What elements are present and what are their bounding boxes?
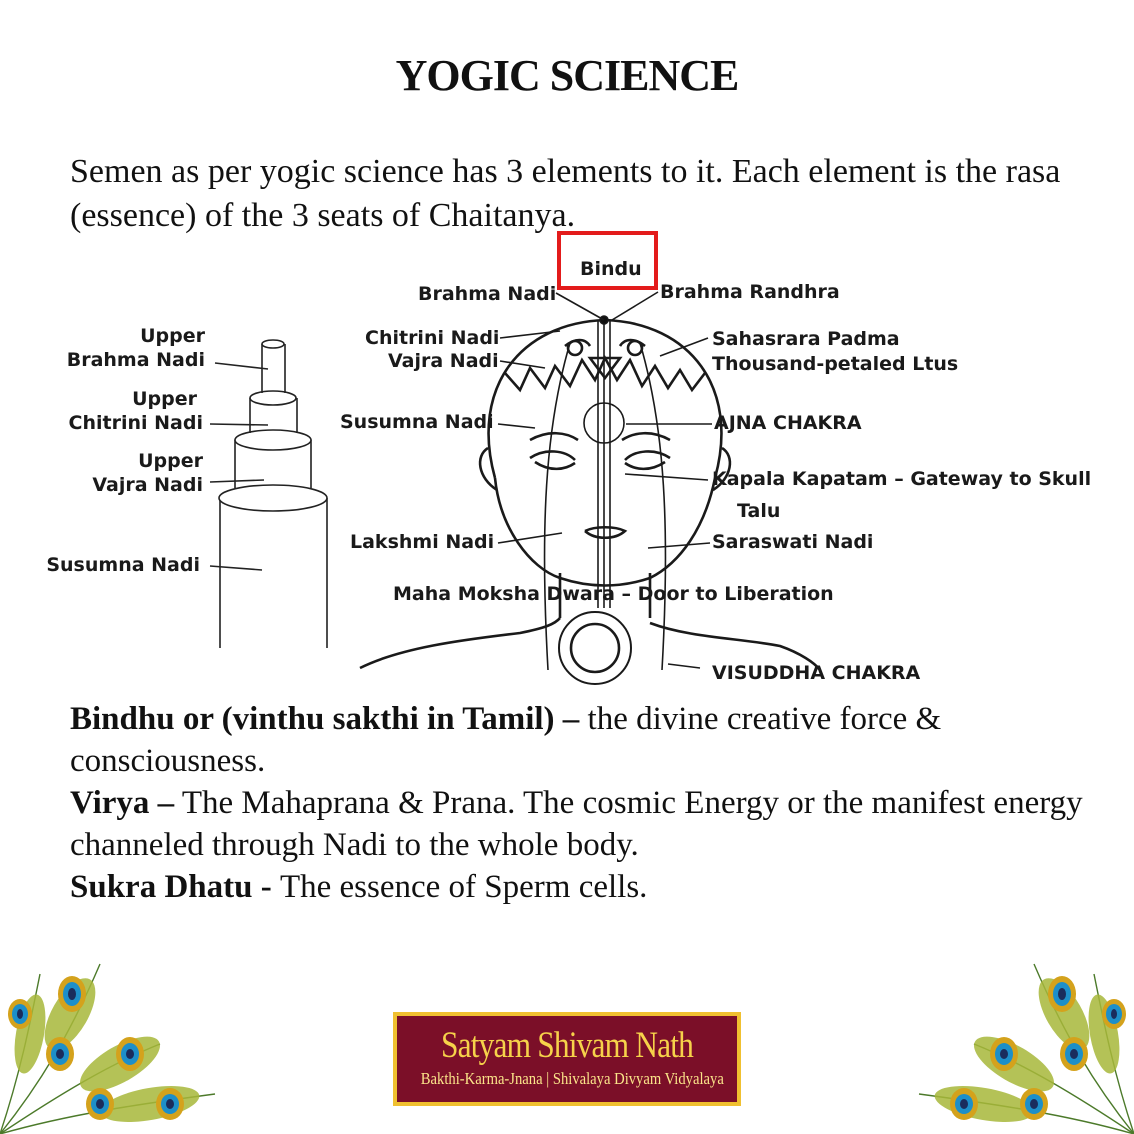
label-sahasrara-1: Sahasrara Padma [712,328,900,350]
label-brahma-randhra: Brahma Randhra [660,281,840,303]
label-sahasrara-2: Thousand-petaled Ltus [712,353,959,375]
intro-paragraph: Semen as per yogic science has 3 elements to it. Each element is the rasa (essence) of the 3 seats of Chaitanya. [70,153,1061,234]
label-upper-brahma-1: Upper [140,325,205,347]
label-upper-vajra-1: Upper [138,450,203,472]
nadi-tubes-illustration [210,340,327,648]
definition-term: Bindhu or (vinthu sakthi in Tamil) – [70,701,580,737]
label-vajra-nadi: Vajra Nadi [388,350,499,372]
label-chitrini-nadi: Chitrini Nadi [365,327,500,349]
definition-virya [70,782,1110,866]
page-title: YOGIC SCIENCE [395,51,739,100]
label-saraswati-nadi: Saraswati Nadi [712,531,874,553]
definition-term: Sukra Dhatu - [70,869,280,905]
brand-name: Satyam Shivam Nath [441,1025,693,1066]
label-maha-moksha: Maha Moksha Dwara – Door to Liberation [393,583,834,605]
definition-text: the divine creative force & consciousness. [70,701,942,779]
peacock-feather-icon-left [0,954,220,1134]
label-kapala-kapatam: Kapala Kapatam – Gateway to Skull [712,468,1092,490]
label-upper-chitrini-1: Upper [132,388,197,410]
label-upper-brahma-2: Brahma Nadi [66,349,205,371]
definition-term: Virya – [70,785,175,821]
label-bindu: Bindu [580,258,642,280]
label-talu: Talu [737,500,781,522]
label-susumna-nadi: Susumna Nadi [340,411,494,433]
label-visuddha: VISUDDHA CHAKRA [712,662,921,684]
label-upper-chitrini-2: Chitrini Nadi [68,412,203,434]
label-brahma-nadi: Brahma Nadi [418,283,557,305]
definitions-list [70,698,1110,908]
definition-text: The essence of Sperm cells. [279,869,648,905]
label-lakshmi-nadi: Lakshmi Nadi [350,531,495,553]
nadi-diagram [0,228,1134,684]
definition-text: The Mahaprana & Prana. The cosmic Energy or the manifest energy channeled through Nadi to the whole body. [70,785,1083,863]
brand-logo [393,1012,741,1106]
label-susumna-left: Susumna Nadi [46,554,200,576]
label-ajna-chakra: AJNA CHAKRA [714,412,862,434]
definition-bindhu [70,698,1110,782]
label-upper-vajra-2: Vajra Nadi [92,474,203,496]
peacock-feather-icon-right [914,954,1134,1134]
definition-sukra [70,866,1110,908]
brand-tagline: Bakthi-Karma-Jnana | Shivalaya Divyam Vidyalaya [420,1069,724,1088]
